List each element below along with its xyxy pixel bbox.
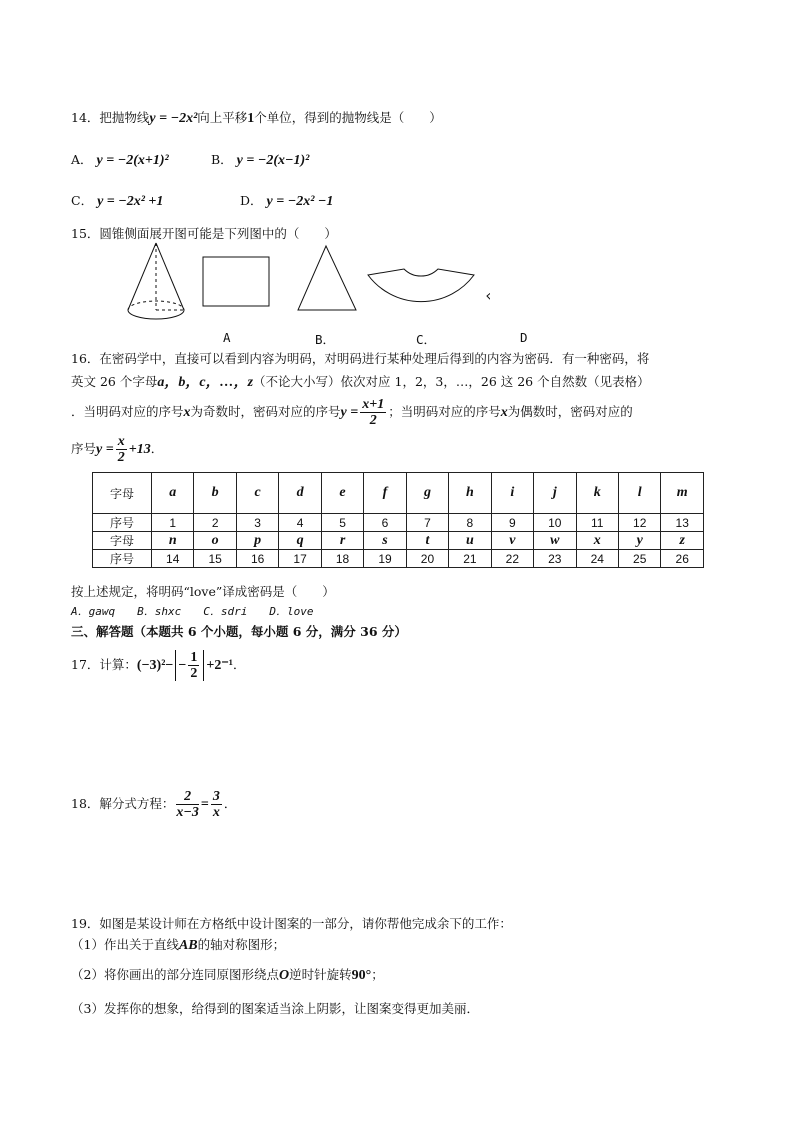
q19-line1: 19．如图是某设计师在方格纸中设计图案的一部分，请你帮他完成余下的工作： xyxy=(71,916,512,931)
q15-stem: 15．圆锥侧面展开图可能是下列图中的（ ） xyxy=(71,226,337,241)
rectangle-figure xyxy=(203,257,269,306)
q14-expr: y = −2x² xyxy=(149,111,198,126)
annular-sector-figure xyxy=(368,269,474,302)
q14-option-b: B． y = −2(x−1)² xyxy=(211,152,310,168)
triangle-figure xyxy=(298,246,356,310)
q14-stem: 14．把抛物线y = −2x²向上平移1个单位，得到的抛物线是（ ） xyxy=(71,110,442,126)
odd-fraction: $\frac{x+1}{2}$ xyxy=(362,397,385,428)
q19-line3: （2）将你画出的部分连同原图形绕点O逆时针旋转90°； xyxy=(71,967,384,983)
table-row: 字母 n o p q r s t u v w x y z xyxy=(93,532,704,550)
table-row: 字母 a b c d e f g h i j k l m xyxy=(93,473,704,514)
q16-line4: 序号y = $\frac{x}{2}$ +13． xyxy=(71,434,164,465)
table-row: 序号 14 15 16 17 18 19 20 21 22 23 24 25 26 xyxy=(93,550,704,568)
q19-line2: （1）作出关于直线AB的轴对称图形； xyxy=(71,937,286,953)
q18-stem: 18．解分式方程： $\frac{2}{x-3}$ = $\frac{3}{x}$ ． xyxy=(71,789,237,820)
cipher-table xyxy=(92,472,704,568)
right-fraction: $\frac{3}{x}$ xyxy=(212,789,220,820)
q14-option-c: C． y = −2x² +1 xyxy=(71,193,164,209)
q15-label-c: C． xyxy=(416,332,437,347)
cone-figure xyxy=(128,243,184,319)
q16-choices: A．gawq B．shxc C．sdri D．love xyxy=(71,605,314,618)
q15-label-d: D xyxy=(520,330,528,345)
q19-line4: （3）发挥你的想象，给得到的图案适当涂上阴影，让图案变得更加美丽． xyxy=(71,1001,479,1016)
q16-line2: 英文 26 个字母a，b，c，…，z（不论大小写）依次对应 1，2，3，…，26 这 26 个自然数（见表格） xyxy=(71,374,650,390)
q17-stem: 17．计算：(−3)²− − $\frac{1}{2}$ +2⁻¹． xyxy=(71,650,246,681)
q14-option-a: A． y = −2(x+1)² xyxy=(71,152,169,168)
q15-label-b: B． xyxy=(315,332,336,347)
q15-label-a: A xyxy=(223,330,231,345)
section-3-title: 三、解答题（本题共 6 个小题，每小题 6 分，满分 36 分） xyxy=(71,624,407,639)
left-fraction: $\frac{2}{x-3}$ xyxy=(176,789,199,820)
q16-line3: ．当明码对应的序号x为奇数时，密码对应的序号y = $\frac{x+1}{2}$ ；当明码对应的序号x为偶数时，密码对应的 xyxy=(71,397,633,428)
even-fraction: $\frac{x}{2}$ xyxy=(117,434,125,465)
absolute-value: − $\frac{1}{2}$ xyxy=(175,650,204,681)
q14-option-d: D． y = −2x² −1 xyxy=(240,193,334,209)
q16-line1: 16．在密码学中，直接可以看到内容为明码，对明码进行某种处理后得到的内容为密码．有一种密码，将 xyxy=(71,351,650,366)
q15-figures xyxy=(120,240,490,330)
table-row: 序号 1 2 3 4 5 6 7 8 9 10 11 12 13 xyxy=(93,514,704,532)
sector-figure xyxy=(487,260,490,315)
q16-question: 按上述规定，将明码“love”译成密码是（ ） xyxy=(71,584,335,599)
